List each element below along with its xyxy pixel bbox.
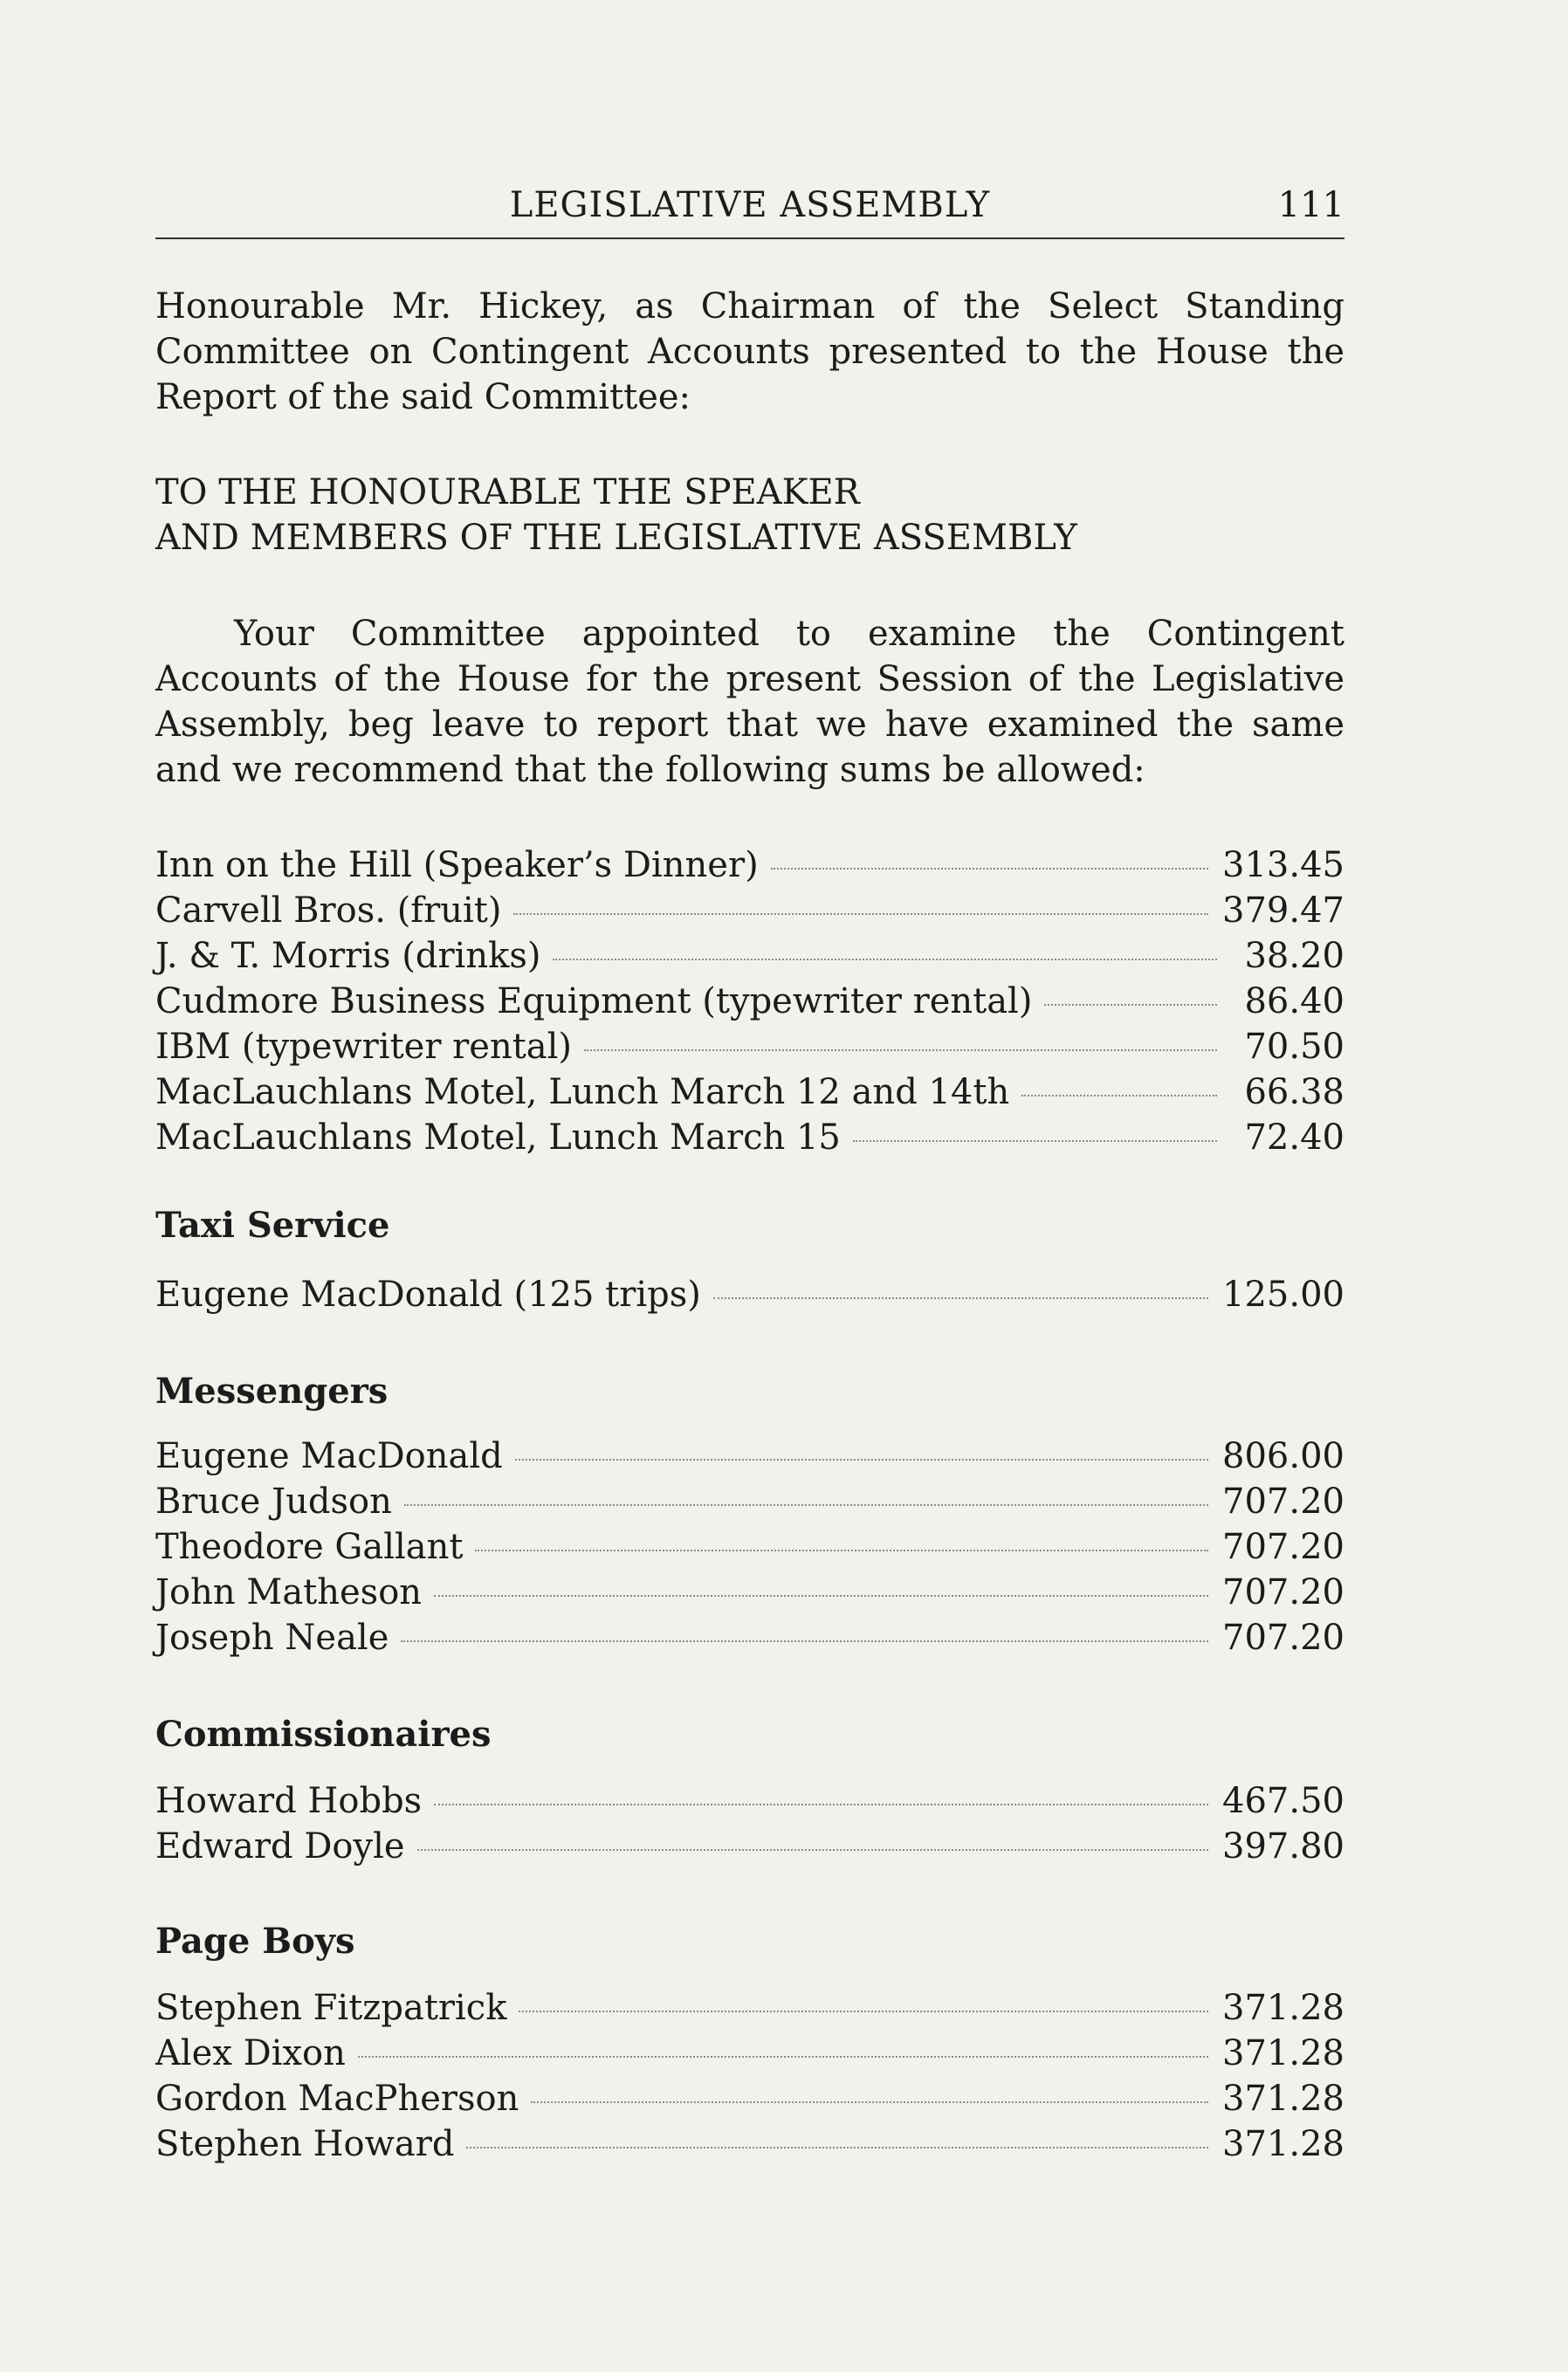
account-row	[155, 1572, 1344, 1618]
account-row	[155, 1117, 1344, 1163]
account-row	[155, 1436, 1344, 1482]
payee-name: Carvell Bros. (fruit)	[155, 890, 502, 931]
amount: 125.00	[1222, 1275, 1344, 1315]
dot-leader	[519, 2011, 1208, 2012]
section-heading-taxi: Taxi Service	[155, 1205, 390, 1246]
account-row	[155, 1988, 1344, 2033]
payee-name: Stephen Howard	[155, 2124, 455, 2164]
account-row	[155, 1027, 1344, 1072]
page-number: 111	[1277, 185, 1344, 225]
account-row	[155, 936, 1344, 981]
payee-name: MacLauchlans Motel, Lunch March 15	[155, 1117, 841, 1158]
dot-leader	[404, 1504, 1208, 1506]
address-block	[155, 470, 1344, 560]
dot-leader	[513, 913, 1208, 915]
account-row	[155, 1072, 1344, 1117]
intro-paragraph: Honourable Mr. Hickey, as Chairman of the Select Standing Committee on Contingent Accounts presented to the House the Report of the said Committee:	[155, 286, 1344, 417]
payee-name: Stephen Fitzpatrick	[155, 1988, 507, 2028]
account-row	[155, 981, 1344, 1027]
dot-leader	[515, 1459, 1208, 1461]
account-row	[155, 2079, 1344, 2124]
amount: 707.20	[1222, 1482, 1344, 1522]
payee-name: Eugene MacDonald	[155, 1436, 503, 1476]
amount: 371.28	[1222, 1988, 1344, 2028]
payee-name: Theodore Gallant	[155, 1527, 464, 1567]
dot-leader	[358, 2056, 1208, 2058]
account-row	[155, 1482, 1344, 1527]
amount: 371.28	[1222, 2079, 1344, 2119]
payee-name: IBM (typewriter rental)	[155, 1027, 573, 1067]
dot-leader	[853, 1140, 1217, 1142]
amount: 707.20	[1222, 1618, 1344, 1658]
payee-name: Joseph Neale	[155, 1618, 389, 1658]
payee-name: MacLauchlans Motel, Lunch March 12 and 14th	[155, 1072, 1010, 1112]
payee-name: Cudmore Business Equipment (typewriter rental)	[155, 981, 1033, 1021]
payee-name: Edward Doyle	[155, 1826, 405, 1867]
payee-name: John Matheson	[155, 1572, 423, 1612]
account-row	[155, 1618, 1344, 1663]
dot-leader	[417, 1849, 1208, 1851]
amount: 467.50	[1222, 1781, 1344, 1821]
amount: 86.40	[1244, 981, 1344, 1021]
dot-leader	[475, 1550, 1208, 1551]
dot-leader	[771, 868, 1208, 870]
dot-leader	[434, 1595, 1208, 1597]
amount: 70.50	[1244, 1027, 1344, 1067]
payee-name: Howard Hobbs	[155, 1781, 423, 1821]
header-title: LEGISLATIVE ASSEMBLY	[509, 185, 991, 225]
dot-leader	[553, 959, 1217, 960]
account-row	[155, 1781, 1344, 1826]
account-row	[155, 1826, 1344, 1872]
account-row	[155, 1275, 1344, 1320]
dot-leader	[466, 2147, 1208, 2149]
section-heading-messengers: Messengers	[155, 1371, 389, 1412]
payee-name: Bruce Judson	[155, 1482, 392, 1522]
dot-leader	[434, 1804, 1208, 1805]
amount: 371.28	[1222, 2124, 1344, 2164]
amount: 66.38	[1244, 1072, 1344, 1112]
amount: 313.45	[1222, 845, 1344, 885]
amount: 397.80	[1222, 1826, 1344, 1867]
dot-leader	[531, 2101, 1208, 2103]
payee-name: Eugene MacDonald (125 trips)	[155, 1275, 701, 1315]
account-row	[155, 2033, 1344, 2079]
account-row	[155, 890, 1344, 936]
section-heading-commissionaires: Commissionaires	[155, 1714, 492, 1755]
amount: 72.40	[1244, 1117, 1344, 1158]
amount: 806.00	[1222, 1436, 1344, 1476]
payee-name: Inn on the Hill (Speaker’s Dinner)	[155, 845, 759, 885]
account-row	[155, 845, 1344, 890]
amount: 38.20	[1244, 936, 1344, 976]
dot-leader	[1044, 1004, 1217, 1006]
dot-leader	[584, 1049, 1217, 1051]
dot-leader	[401, 1640, 1208, 1642]
account-row	[155, 1527, 1344, 1572]
amount: 379.47	[1222, 890, 1344, 931]
report-paragraph: Your Committee appointed to examine the Contingent Accounts of the House for the present Session of the Legislative Assembly, beg leave to report that we have examined the same and we recommend that the following sums be allowed:	[155, 614, 1344, 790]
payee-name: J. & T. Morris (drinks)	[155, 936, 541, 976]
section-heading-page-boys: Page Boys	[155, 1921, 355, 1962]
account-row	[155, 2124, 1344, 2169]
dot-leader	[713, 1297, 1208, 1299]
payee-name: Alex Dixon	[155, 2033, 346, 2073]
payee-name: Gordon MacPherson	[155, 2079, 519, 2119]
amount: 371.28	[1222, 2033, 1344, 2073]
amount: 707.20	[1222, 1572, 1344, 1612]
page-header	[155, 185, 1344, 239]
dot-leader	[1021, 1095, 1217, 1097]
amount: 707.20	[1222, 1527, 1344, 1567]
address-line-2: AND MEMBERS OF THE LEGISLATIVE ASSEMBLY	[155, 518, 1077, 558]
address-line-1: TO THE HONOURABLE THE SPEAKER	[155, 472, 860, 512]
